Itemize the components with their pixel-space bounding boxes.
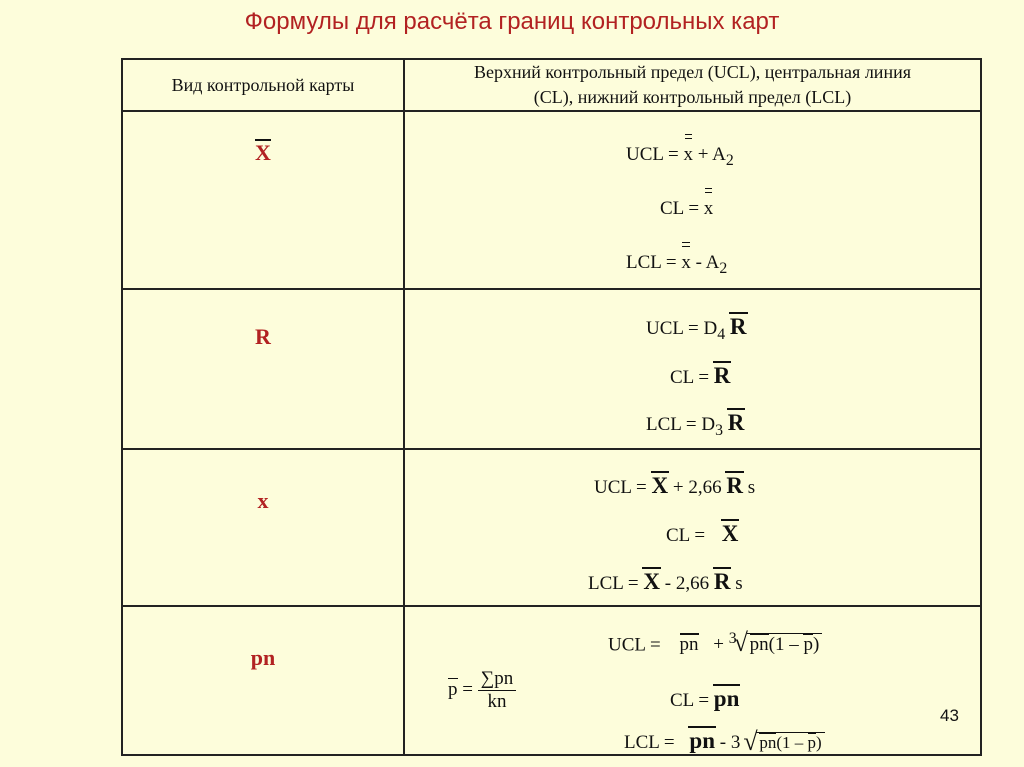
- formula-term: =: [462, 678, 473, 700]
- formula-term: s: [747, 477, 756, 498]
- formula-term: pn: [713, 686, 740, 711]
- square-root: [747, 633, 823, 656]
- formula-x-lcl: [588, 569, 743, 595]
- formula-lhs: LCL =: [626, 252, 677, 273]
- formula-lhs: UCL =: [608, 634, 661, 656]
- formula-lhs: LCL =: [624, 732, 675, 753]
- formula-term: pn: [689, 728, 715, 753]
- formula-pn-cl: [670, 686, 739, 712]
- formula-lhs: CL =: [670, 690, 710, 711]
- formula-term: x: [681, 252, 691, 273]
- chart-name-label: X: [255, 140, 271, 165]
- formula-term: R: [713, 363, 731, 388]
- formula-term: s: [735, 573, 743, 594]
- formula-pbar: [448, 668, 516, 713]
- formula-lhs: UCL = D: [646, 318, 718, 339]
- formula-term: X: [643, 569, 661, 594]
- formula-term: - 2,66: [664, 573, 710, 594]
- row-divider: [121, 448, 982, 450]
- formula-term: - A: [695, 252, 720, 273]
- page-title: Формулы для расчёта границ контрольных карт: [244, 8, 780, 35]
- chart-name-xbar: [123, 140, 403, 166]
- formula-term: p: [448, 678, 458, 700]
- formula-r-ucl: [646, 314, 747, 344]
- formula-x-ucl: [594, 473, 755, 499]
- fraction: [478, 668, 517, 713]
- formula-term: + 2,66: [672, 477, 722, 498]
- formula-r-cl: [670, 363, 730, 389]
- row-divider: [121, 288, 982, 290]
- formula-term: R: [729, 314, 747, 339]
- header-limits-line2: (CL), нижний контрольный предел (LCL): [533, 87, 852, 107]
- formula-term: X: [651, 473, 669, 498]
- formula-term: ): [812, 634, 820, 656]
- formula-lhs: UCL =: [626, 144, 679, 165]
- formula-term: R: [713, 569, 731, 594]
- formula-term: pn: [679, 634, 699, 656]
- formula-term: - 3: [719, 732, 741, 753]
- row-divider: [121, 605, 982, 607]
- formula-xbar-ucl: [626, 144, 734, 170]
- column-divider: [403, 58, 405, 756]
- formula-subscript: 4: [717, 325, 726, 343]
- formula-term: R: [726, 473, 743, 498]
- formula-term: (1 –: [776, 733, 808, 752]
- chart-name-r: R: [255, 324, 271, 349]
- header-chart-type: Вид контрольной карты: [171, 74, 355, 95]
- header-limits: [405, 60, 980, 110]
- header-limits-line1: Верхний контрольный предел (UCL), центральная линия: [473, 62, 911, 82]
- formula-subscript: 2: [725, 151, 734, 169]
- formula-subscript: 2: [719, 259, 728, 277]
- fraction-numerator: ∑pn: [478, 668, 517, 691]
- formula-r-lcl: [646, 410, 744, 440]
- formula-pn-ucl: [608, 630, 822, 656]
- formula-lhs: LCL = D: [646, 414, 716, 435]
- formula-pn-lcl: [624, 728, 825, 754]
- chart-name-pn: pn: [250, 645, 276, 670]
- formula-term: +: [713, 634, 724, 656]
- root-index: 3: [728, 630, 737, 647]
- formula-xbar-lcl: [626, 252, 727, 278]
- formula-term: x: [703, 198, 714, 219]
- row-divider: [121, 110, 982, 112]
- formula-term: X: [721, 521, 739, 546]
- page-number: 43: [940, 706, 959, 725]
- formula-term: ): [816, 733, 822, 752]
- formula-xbar-cl: [660, 198, 713, 220]
- formula-term: R: [727, 410, 745, 435]
- formula-subscript: 3: [715, 421, 724, 439]
- fraction-denominator: kn: [487, 691, 507, 712]
- formula-lhs: CL =: [670, 367, 710, 388]
- formula-lhs: UCL =: [594, 477, 647, 498]
- square-root: [756, 732, 824, 753]
- formula-term: pn: [759, 733, 777, 752]
- formula-lhs: CL =: [666, 525, 706, 546]
- formula-lhs: CL =: [660, 198, 700, 219]
- formula-term: pn: [749, 634, 769, 656]
- formula-term: p: [803, 634, 813, 656]
- formula-term: + A: [697, 144, 726, 165]
- formula-x-cl: [666, 521, 738, 547]
- formula-term: p: [807, 733, 816, 752]
- chart-name-x: x: [257, 488, 269, 513]
- formula-term: x: [683, 144, 694, 165]
- formula-lhs: LCL =: [588, 573, 639, 594]
- formula-term: (1 –: [768, 634, 804, 656]
